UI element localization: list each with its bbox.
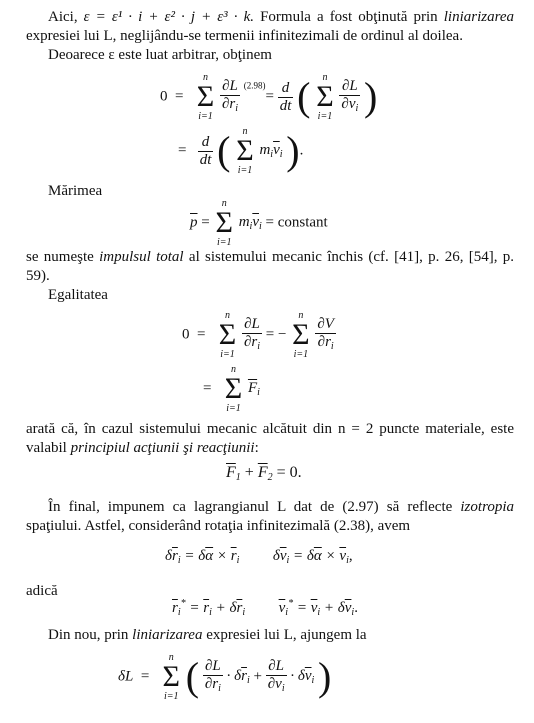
equation-action-line-2: = n Σ i=1 $\overline{F}_i$	[203, 364, 260, 414]
text-run: Deoarece ε este luat arbitrar, obţinem	[48, 47, 272, 63]
inline-formula: ε = ε¹ · i + ε² · j + ε³ · k.	[83, 9, 254, 25]
emphasis: liniarizarea	[443, 9, 515, 25]
equation-delta-L: δL = n Σ i=1 ( $\frac{\partial L}{\partial\overline{r}_i}$ · $\delta\overline{r}_i$ + $\frac{\partial L}{\partial\overline{v}_i}$ · $\delta\overline{v}_i$ )	[118, 652, 332, 702]
text-run: :	[254, 440, 259, 456]
fraction: $\frac{\partial L}{\partial\overline{r}_i}$	[243, 315, 260, 352]
sum-symbol: n Σ i=1	[316, 72, 334, 122]
paragraph-7	[26, 498, 514, 536]
sum-symbol: n Σ i=1	[162, 652, 181, 702]
text-run: Formula a fost obţinută prin	[260, 9, 438, 25]
equation-reference: (2.98)	[243, 80, 266, 91]
text-run: expresiei lui L, neglijându-se termenii infinitezimali de ordinul al doilea.	[26, 28, 463, 44]
paragraph-5	[26, 286, 514, 305]
fraction: $\frac{\partial L}{\partial\overline{v}_i}$	[341, 77, 359, 114]
text-run: Egalitatea	[48, 287, 108, 303]
emphasis: impulsul total	[99, 249, 184, 265]
constant-label: constant	[277, 214, 328, 231]
equation-action-line-1: 0 = n Σ i=1 $\frac{\partial L}{\partial\overline{r}_i}$ = − n Σ i=1 $\frac{\partial V}{\partial\overline{r}_i}$	[182, 310, 334, 360]
sum-symbol: n Σ i=1	[236, 126, 254, 176]
sum-symbol: n Σ i=1	[196, 72, 215, 122]
text-run: expresiei lui L, ajungem la	[206, 627, 367, 643]
equation-2-99-line-2: = $\frac{d}{dt}$ ( n Σ i=1 $m_i\overline{v}_i$ ).	[178, 126, 304, 176]
text-run: se numeşte	[26, 249, 94, 265]
text-run: al sistemului mecanic închis (cf. [41], p. 26, [54], p. 59).	[26, 249, 515, 284]
sum-symbol: n Σ i=1	[292, 310, 310, 360]
text-run: În final, impunem ca lagrangianul L dat de (2.97) să reflecte	[48, 499, 453, 515]
equation-primed: $\overline{r}_i^* = \overline{r}_i + \delta\overline{r}_i$ $\overline{v}_i^* = \overline{v}_i + \delta\overline{v}_i$.	[172, 598, 358, 618]
equation-2-99-line-1: 0 = n Σ i=1 $\frac{\partial L}{\partial\overline{r}_i}$ $^{(2.98)}$= $\frac{d}{dt}$ ( n Σ i=1 $\frac{\partial L}{\partial\overline{v}_i}$ )	[160, 72, 378, 122]
text-run: adică	[26, 583, 58, 599]
fraction: $\frac{d}{dt}$	[199, 133, 212, 168]
paragraph-6	[26, 420, 514, 458]
paragraph-1	[26, 8, 514, 46]
fraction: $\frac{\partial V}{\partial\overline{r}_i}$	[317, 315, 334, 352]
equation-forces: $\overline{F}_1 + \overline{F}_2 = 0$.	[226, 464, 302, 483]
sum-symbol: n Σ i=1	[224, 364, 243, 414]
equation-total-momentum: $\overline{p}$ = n Σ i=1 $m_i\overline{v}_i$ = constant	[190, 198, 328, 248]
fraction: $\frac{d}{dt}$	[279, 79, 292, 114]
fraction: $\frac{\partial L}{\partial\overline{r}_i}$	[204, 657, 221, 694]
emphasis: liniarizarea	[132, 627, 203, 643]
paragraph-4	[26, 248, 514, 286]
sum-symbol: n Σ i=1	[215, 198, 233, 248]
equation-rotation: $\delta\overline{r}_i = \delta\overline{\alpha} \times \overline{r}_i$ $\delta\overline{v}_i = \delta\overline{\alpha} \times \overline{v}_i$,	[165, 548, 353, 566]
paragraph-9	[26, 626, 514, 645]
text-run: Din nou, prin	[48, 627, 129, 643]
text-run: Mărimea	[48, 183, 103, 199]
paragraph-2	[26, 46, 514, 65]
emphasis: principiul acţiunii şi reacţiunii	[70, 440, 255, 456]
sum-symbol: n Σ i=1	[218, 310, 237, 360]
fraction: $\frac{\partial L}{\partial\overline{v}_i}$	[267, 657, 285, 694]
text-run: Aici,	[48, 9, 78, 25]
text-run: arată că, în cazul sistemului mecanic alcătuit din n = 2 puncte materiale, este valabil	[26, 421, 514, 456]
text-run: spaţiului. Astfel, considerând rotaţia infinitezimală (2.38), avem	[26, 518, 411, 534]
emphasis: izotropia	[460, 499, 515, 515]
fraction: $\frac{\partial L}{\partial\overline{r}_i}$	[221, 77, 238, 114]
